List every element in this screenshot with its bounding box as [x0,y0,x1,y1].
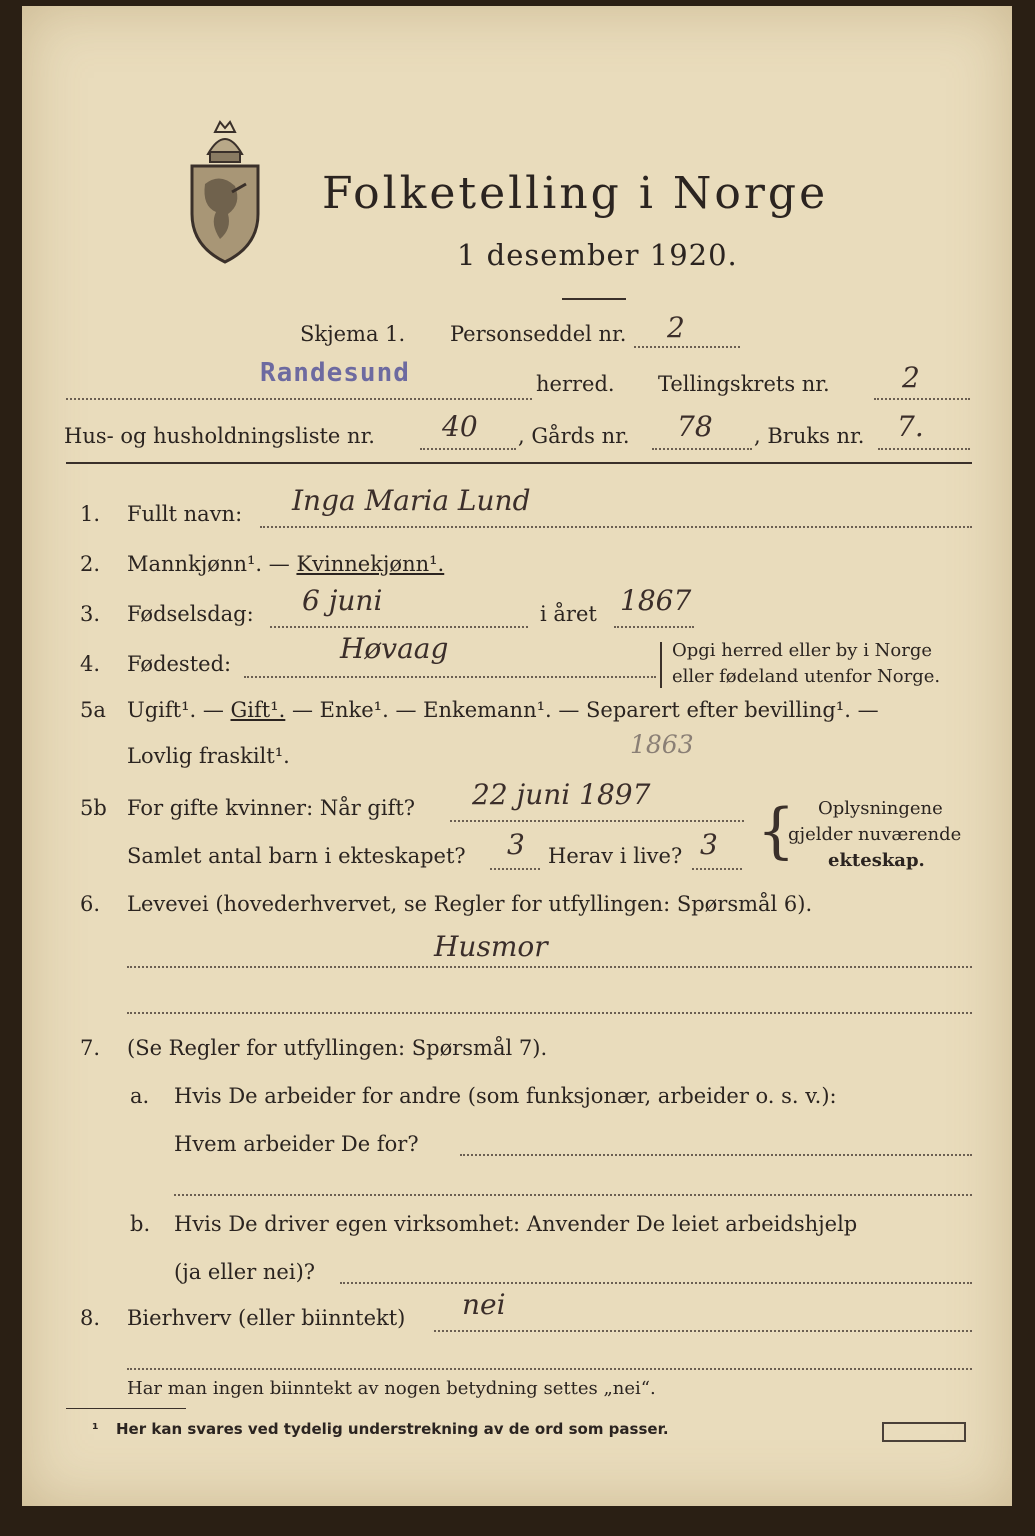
tellingskrets-value[interactable]: 2 [902,361,920,394]
q4-note-2: eller fødeland utenfor Norge. [672,666,941,687]
married-date-value[interactable]: 22 juni 1897 [472,778,651,811]
birth-year-value[interactable]: 1867 [620,584,692,617]
herred-label: herred. [536,372,615,396]
q3-label: Fødselsdag: [127,602,254,626]
bottom-note: Har man ingen biinntekt av nogen betydning settes „nei“. [127,1378,656,1399]
form-date: 1 desember 1920. [457,238,738,272]
q2-options [127,552,444,576]
q8-field-line [434,1330,972,1332]
children-field-line [490,868,540,870]
q5b-label-alive: Herav i live? [548,844,683,868]
q5b-number: 5b [80,796,107,820]
q7a-field-line-2[interactable] [174,1194,972,1196]
q7a-field-line-1[interactable] [460,1154,972,1156]
title-divider [562,298,626,300]
q7a-question: Hvem arbeider De for? [174,1132,419,1156]
q1-label: Fullt navn: [127,502,243,526]
q5b-note-2: gjelder nuværende [788,824,962,845]
full-name-value[interactable]: Inga Maria Lund [292,484,531,517]
coat-of-arms-icon [180,114,270,264]
q5b-married-field-line [450,820,744,822]
option-lovlig-fraskilt[interactable]: Lovlig fraskilt¹. [127,744,290,768]
q5b-brace: { [757,796,796,866]
q5a-options [127,698,879,722]
q3-number: 3. [80,602,101,626]
children-alive-value[interactable]: 3 [700,828,718,861]
q6-label: Levevei (hovederhvervet, se Regler for utfyllingen: Spørsmål 6). [127,892,813,916]
tellingskrets-label: Tellingskrets nr. [658,372,830,396]
bruks-value[interactable]: 7. [897,410,924,443]
q4-note-1: Opgi herred eller by i Norge [672,640,933,661]
gards-value[interactable]: 78 [677,410,713,443]
q5a-handwritten-note: 1863 [630,730,694,759]
q6-field-line-1 [127,966,972,968]
q7a-text: Hvis De arbeider for andre (som funksjonær, arbeider o. s. v.): [174,1084,837,1108]
hus-label: Hus- og husholdningsliste nr. [64,424,375,448]
header-divider [66,462,972,464]
printer-mark-icon [882,1422,966,1442]
q4-label: Fødested: [127,652,232,676]
side-income-value[interactable]: nei [462,1288,506,1321]
q1-field-line [260,526,972,528]
hus-field-line [420,448,516,450]
option-gift-underlined[interactable]: Gift¹. [230,698,286,722]
option-ugift[interactable]: Ugift¹. — [127,698,231,722]
q7a-letter: a. [130,1084,150,1108]
q7b-question: (ja eller nei)? [174,1260,316,1284]
q8-number: 8. [80,1306,101,1330]
q7b-letter: b. [130,1212,151,1236]
q8-field-line-2 [127,1368,972,1370]
form-title: Folketelling i Norge [322,168,829,219]
q6-field-line-2 [127,1012,972,1014]
census-form-sheet [22,6,1012,1506]
personseddel-label: Personseddel nr. [450,322,627,346]
q4-number: 4. [80,652,101,676]
birthplace-value[interactable]: Høvaag [340,632,449,665]
q7b-field-line[interactable] [340,1282,972,1284]
alive-field-line [692,868,742,870]
q5a-number: 5a [80,698,106,722]
q5b-note-1: Oplysningene [818,798,943,819]
q7-label: (Se Regler for utfyllingen: Spørsmål 7). [127,1036,548,1060]
q7-number: 7. [80,1036,101,1060]
q6-number: 6. [80,892,101,916]
skjema-label: Skjema 1. [300,322,406,346]
q5b-note-3: ekteskap. [828,850,925,871]
q2-number: 2. [80,552,101,576]
tellingskrets-field-line [874,398,970,400]
footnote-text: Her kan svares ved tydelig understrekning av de ord som passer. [116,1420,669,1438]
footnote-divider [66,1408,186,1409]
option-others[interactable]: — Enke¹. — Enkemann¹. — Separert efter bevilling¹. — [285,698,879,722]
year-field-line [614,626,694,628]
occupation-value[interactable]: Husmor [434,930,548,963]
q4-field-line [244,676,656,678]
q4-bracket [660,642,662,688]
q7b-text: Hvis De driver egen virksomhet: Anvender De leiet arbeidshjelp [174,1212,858,1236]
year-label: i året [540,602,597,626]
bruks-field-line [878,448,970,450]
option-male[interactable]: Mannkjønn¹. — [127,552,297,576]
bruks-label: , Bruks nr. [754,424,865,448]
children-total-value[interactable]: 3 [507,828,525,861]
q8-label: Bierhverv (eller biinntekt) [127,1306,406,1330]
q5b-label-married: For gifte kvinner: Når gift? [127,796,416,820]
q3-field-line [270,626,528,628]
gards-label: , Gårds nr. [518,424,630,448]
footnote-mark: ¹ [92,1420,99,1438]
q5b-label-children: Samlet antal barn i ekteskapet? [127,844,466,868]
gards-field-line [652,448,752,450]
birthday-value[interactable]: 6 juni [302,584,383,617]
hus-value[interactable]: 40 [442,410,478,443]
personseddel-field-line [634,346,740,348]
herred-stamp: Randesund [260,358,410,388]
option-female-underlined[interactable]: Kvinnekjønn¹. [296,552,445,576]
personseddel-value[interactable]: 2 [667,311,685,344]
q1-number: 1. [80,502,101,526]
herred-field-line [66,398,532,400]
